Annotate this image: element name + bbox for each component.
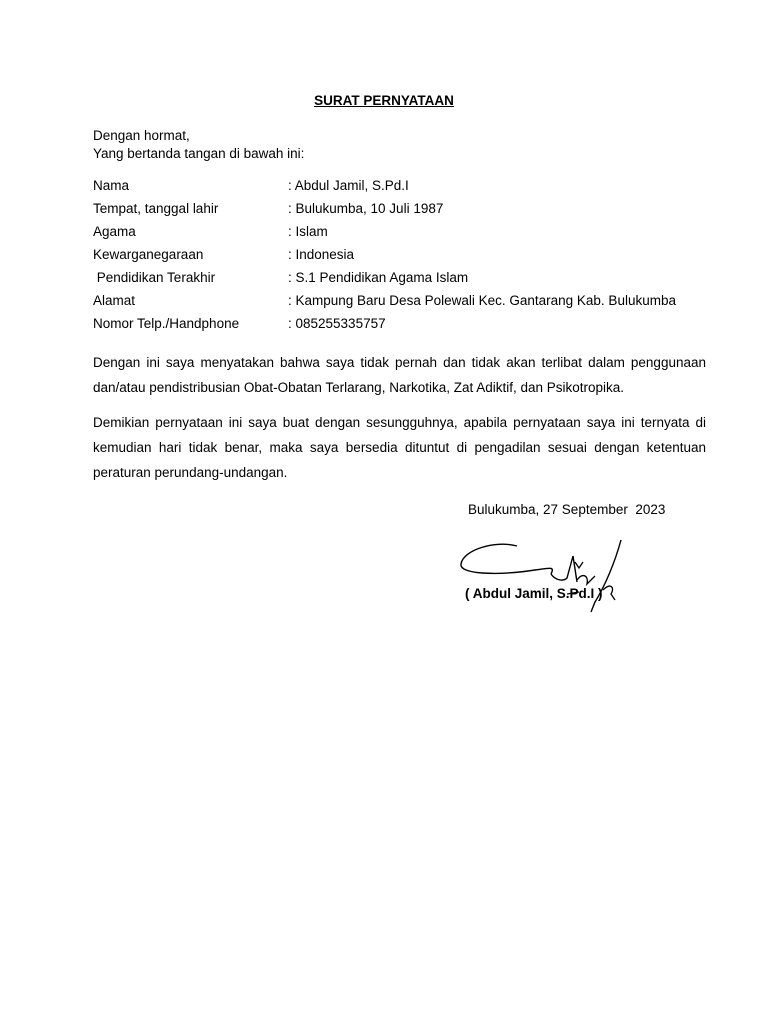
field-label: Nomor Telp./Handphone	[93, 316, 240, 331]
letter-title: SURAT PERNYATAAN	[314, 93, 454, 108]
field-value: : Kampung Baru Desa Polewali Kec. Gantarang Kab. Bulukumba	[288, 293, 676, 308]
handwritten-signature	[455, 532, 635, 622]
field-row-citizenship	[93, 246, 713, 269]
signer-name: ( Abdul Jamil, S.Pd.I )	[465, 586, 603, 601]
greeting-block	[93, 127, 304, 163]
field-label: Agama	[93, 224, 136, 239]
field-row-religion	[93, 223, 713, 246]
intro-line: Yang bertanda tangan di bawah ini:	[93, 146, 305, 161]
field-value: : Islam	[288, 224, 328, 239]
statement-paragraph: Dengan ini saya menyatakan bahwa saya tidak pernah dan tidak akan terlibat dalam penggunaan dan/atau pendistribusian Obat-Obatan Terlarang, Narkotika, Zat Adiktif, dan Psikotropika.	[93, 355, 706, 395]
field-value: : S.1 Pendidikan Agama Islam	[288, 270, 469, 285]
field-row-nama	[93, 177, 713, 200]
field-label: Alamat	[93, 293, 136, 308]
field-row-birth	[93, 200, 713, 223]
field-label: Tempat, tanggal lahir	[93, 201, 219, 216]
field-value: : 085255335757	[288, 316, 386, 331]
identity-fields	[93, 177, 713, 338]
field-label: Nama	[93, 178, 130, 193]
field-value: : Abdul Jamil, S.Pd.I	[288, 178, 409, 193]
greeting: Dengan hormat,	[93, 128, 190, 143]
field-row-phone	[93, 315, 713, 338]
field-value: : Bulukumba, 10 Juli 1987	[288, 201, 444, 216]
field-value: : Indonesia	[288, 247, 355, 262]
field-label: Kewarganegaraan	[93, 247, 204, 262]
field-label: Pendidikan Terakhir	[93, 270, 216, 285]
place-date: Bulukumba, 27 September 2023	[468, 502, 666, 517]
field-row-education	[93, 269, 713, 292]
closing-paragraph: Demikian pernyataan ini saya buat dengan sesungguhnya, apabila pernyataan saya ini ternyata di kemudian hari tidak benar, maka saya bersedia dituntut di pengadilan sesuai dengan ketentuan peraturan perundang-undangan.	[93, 415, 706, 480]
field-row-address	[93, 292, 713, 315]
